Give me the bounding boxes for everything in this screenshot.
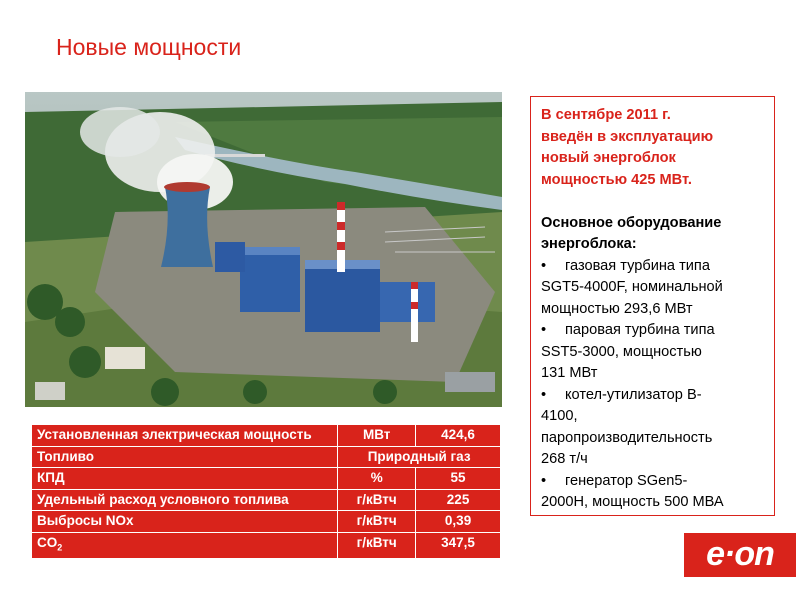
bullet-line: SST5-3000, мощностью: [541, 343, 702, 360]
bullet-mark: •: [541, 386, 547, 403]
table-row: [32, 489, 501, 511]
spec-label: [32, 532, 338, 558]
spec-value: 55: [416, 468, 501, 490]
spec-label: Удельный расход условного топлива: [32, 489, 338, 511]
eon-logo: [684, 533, 796, 577]
bullet-line: SGT5-4000F, номинальной: [541, 279, 723, 295]
table-row: [32, 532, 501, 558]
bullet-line: котел-утилизатор В-: [565, 386, 702, 403]
equipment-item-steam-turbine: [541, 320, 764, 342]
bullet-line: 2000Н, мощность 500 МВА: [541, 494, 724, 510]
spec-unit: МВт: [338, 425, 416, 447]
bullet-line: газовая турбина типа: [565, 257, 710, 274]
spec-label-sub: 2: [57, 542, 63, 553]
equipment-heading-line: энергоблока:: [541, 236, 637, 252]
bullet-line: паровая турбина типа: [565, 322, 715, 338]
bullet-line: паропроизводительность: [541, 429, 713, 446]
bullet-line: мощностью 293,6 МВт: [541, 300, 693, 317]
spec-unit: г/кВтч: [338, 511, 416, 533]
spec-value: 424,6: [416, 425, 501, 447]
bullet-line: 4100,: [541, 408, 578, 424]
page-title: Новые мощности: [56, 34, 242, 60]
equipment-heading-line: Основное оборудование: [541, 214, 722, 231]
spec-label: КПД: [32, 468, 338, 490]
spec-unit: %: [338, 468, 416, 490]
info-lead-line: введён в эксплуатацию: [541, 128, 714, 145]
info-lead-line: новый энергоблок: [541, 150, 676, 166]
equipment-item-boiler: [541, 385, 764, 407]
spec-label: Топливо: [32, 446, 338, 468]
equipment-item-generator: [541, 471, 764, 493]
spec-label: Установленная электрическая мощность: [32, 425, 338, 447]
logo-text-right: on: [734, 535, 774, 573]
info-lead-line: В сентябре 2011 г.: [541, 107, 671, 123]
spec-unit: г/кВтч: [338, 532, 416, 558]
table-row: [32, 425, 501, 447]
info-box: [530, 96, 775, 516]
spec-value: 225: [416, 489, 501, 511]
bullet-mark: •: [541, 322, 547, 338]
specs-table: [31, 424, 501, 559]
bullet-line: 268 т/ч: [541, 451, 588, 467]
spec-unit: г/кВтч: [338, 489, 416, 511]
bullet-mark: •: [541, 257, 547, 274]
spec-value: 0,39: [416, 511, 501, 533]
power-plant-photo: [25, 92, 502, 407]
spec-label-main: CO: [37, 534, 58, 550]
spec-value: 347,5: [416, 532, 501, 558]
bullet-mark: •: [541, 472, 547, 489]
spec-value: Природный газ: [338, 446, 501, 468]
info-lead: [541, 105, 764, 191]
logo-dot: ·: [724, 535, 735, 573]
bullet-line: 131 МВт: [541, 365, 598, 381]
spec-label: Выбросы NOx: [32, 511, 338, 533]
table-row: [32, 511, 501, 533]
info-lead-line: мощностью 425 МВт.: [541, 171, 692, 188]
logo-text-left: e: [706, 535, 725, 573]
equipment-item-gas-turbine: [541, 256, 764, 278]
table-row: [32, 446, 501, 468]
equipment-heading: [541, 213, 764, 256]
table-row: [32, 468, 501, 490]
bullet-line: генератор SGen5-: [565, 472, 688, 489]
